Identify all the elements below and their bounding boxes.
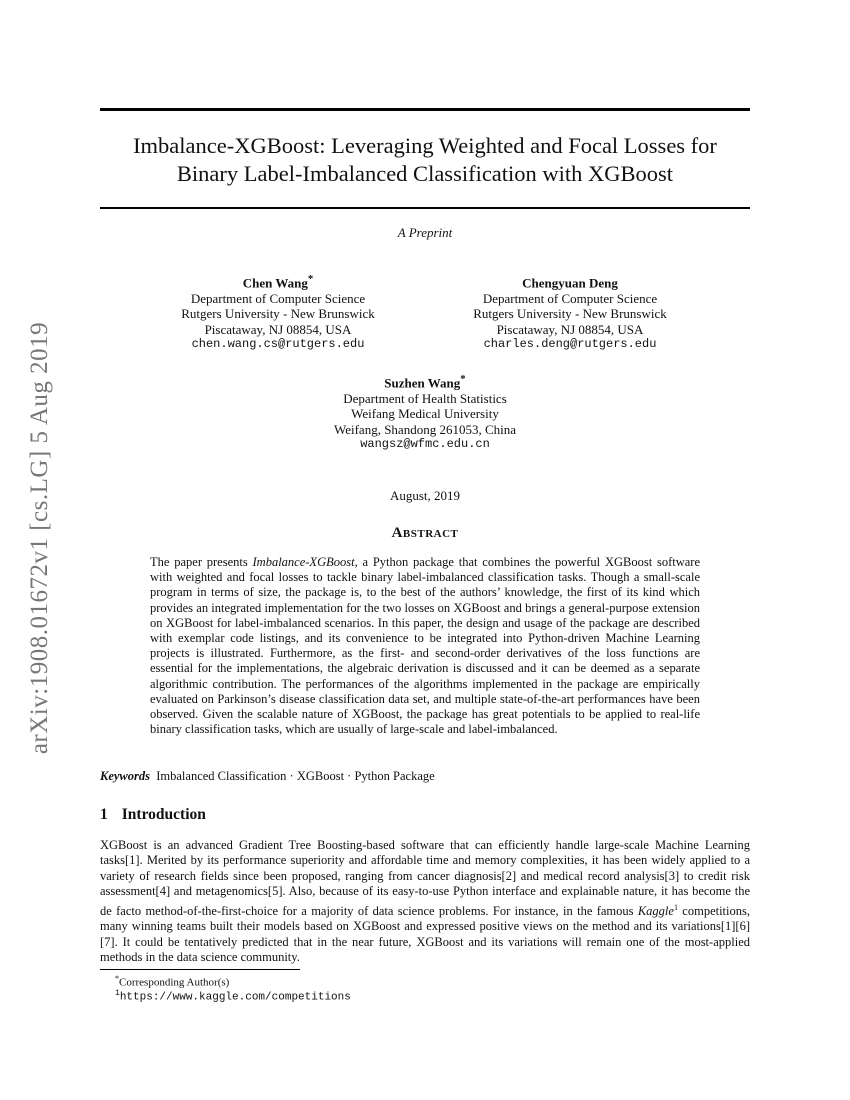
section-title: Introduction: [121, 806, 206, 823]
author-name: Chengyuan Deng: [522, 275, 618, 291]
paper-date: August, 2019: [389, 488, 461, 503]
package-name: Imbalance-XGBoost: [252, 555, 355, 569]
arxiv-id: arXiv:1908.01672v1 [cs.LG] 5 Aug 2019: [26, 321, 53, 755]
title-bottom-rule: [100, 207, 750, 209]
author-email[interactable]: chen.wang.cs@rutgers.edu: [191, 337, 365, 352]
footnote-rule: [100, 969, 300, 970]
author-block-1: [128, 272, 428, 353]
author-dept: Department of Health Statistics: [343, 390, 507, 406]
author-univ: Rutgers University - New Brunswick: [181, 306, 375, 322]
author-univ: Rutgers University - New Brunswick: [473, 306, 667, 322]
abstract-body: The paper presents Imbalance-XGBoost, a Python package that combines the powerful XGBoost software with weighted and focal losses to tackle binary label-imbalanced classification tasks. Though a small-scale program in terms of size, the package is, to the best of the authors’ knowledge, the first of its kind which provides an integrated implementation for the two losses on XGBoost and brings a general-purpose extension on XGBoost for label-imbalanced scenarios. In this paper, the design and usage of the package are described with exemplar code listings, and its convenience to be integrated into Python-driven Machine Learning projects is illustrated. Furthermore, as the first- and second-order derivatives of the loss functions are essential for the implementations, the algebraic derivation is discussed and it can be deemed as a separate algorithmic contribution. The performances of the algorithms implemented in the package are empirically evaluated on Parkinson’s disease classification data set, and multiple state-of-the-art performances have been observed. Given the scalable nature of XGBoost, the package has great potentials to be applied to real-life binary classification tasks, which are usually of large-scale and label-imbalanced.: [150, 555, 700, 737]
author-email[interactable]: charles.deng@rutgers.edu: [483, 337, 657, 352]
arxiv-sidebar: [20, 298, 60, 778]
author-address: Piscataway, NJ 08854, USA: [204, 321, 352, 337]
author-dept: Department of Computer Science: [190, 290, 366, 306]
author-name: Suzhen Wang*: [384, 373, 466, 391]
author-block-3: [275, 372, 575, 453]
author-name: Chen Wang*: [242, 273, 314, 291]
author-univ: Weifang Medical University: [351, 406, 499, 422]
title-line-2: Binary Label-Imbalanced Classification with XGBoost: [176, 161, 674, 186]
author-block-2: [420, 272, 720, 353]
footnote-ref[interactable]: 1: [673, 902, 678, 912]
section-number: 1: [100, 806, 108, 823]
footnote-1: *Corresponding Author(s): [115, 974, 230, 989]
title-top-rule: [100, 108, 750, 111]
author-dept: Department of Computer Science: [482, 290, 658, 306]
section-heading: [100, 806, 206, 824]
introduction-paragraph: XGBoost is an advanced Gradient Tree Boosting-based software that can efficiently handle large-scale Machine Learning tasks[1]. Merited by its performance superiority and affordable time and memory complexities, it has been widely applied to a variety of research fields since been proposed, ranging from cancer diagnosis[2] and medical record analysis[3] to credit risk assessment[4] and metagenomics[5]. Also, because of its easy-to-use Python interface and explainable nature, it has become the de facto method-of-the-first-choice for a majority of data science problems. For instance, in the famous Kaggle$^1$ competitions, many winning teams built their models based on XGBoost and expressed positive views on the method and its variations[1][6][7]. It could be tentatively predicted that in the near future, XGBoost and its variations will remain one of the most-applied methods in the data science community.: [100, 838, 750, 964]
preprint-label: A Preprint: [397, 225, 453, 240]
author-address: Weifang, Shandong 261053, China: [333, 421, 516, 437]
paper-title: [100, 132, 750, 188]
keywords-list: Imbalanced Classification · XGBoost · Python Package: [156, 769, 435, 783]
abstract-heading: Abstract: [391, 525, 459, 541]
author-email[interactable]: wangsz@wfmc.edu.cn: [360, 437, 490, 452]
keywords: [100, 769, 750, 784]
title-line-1: Imbalance-XGBoost: Leveraging Weighted and Focal Losses for: [133, 133, 717, 158]
footnote-2[interactable]: $^1$https://www.kaggle.com/competitions: [115, 989, 351, 1004]
keywords-label: Keywords: [100, 769, 150, 783]
author-address: Piscataway, NJ 08854, USA: [496, 321, 644, 337]
